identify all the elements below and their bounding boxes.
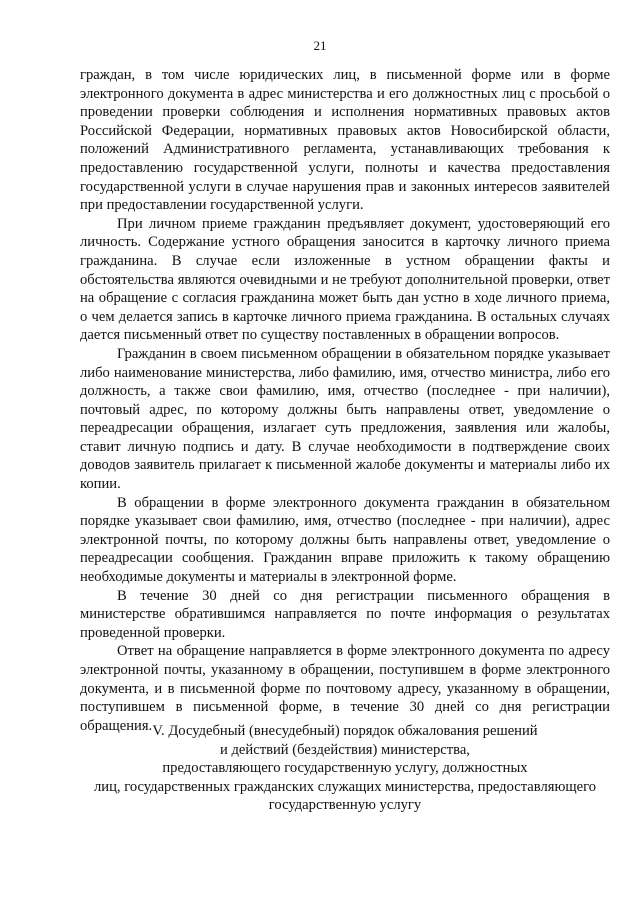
page-number: 21: [313, 38, 327, 53]
paragraph-response-delivery: Ответ на обращение направляется в форме электронного документа по адресу электронной почты, указанному в обращении, поступившем в форме электронного документа, и в письменной форме по почтовому адресу, указанному в обращении, поступившем в письменной форме, в течение 30 дней со дня регистрации обращения.: [80, 643, 610, 734]
body-text: [80, 66, 610, 735]
section-heading-line: V. Досудебный (внесудебный) порядок обжалования решений: [152, 723, 538, 739]
section-heading-line: лиц, государственных гражданских служащих министерства, предоставляющего: [94, 778, 596, 795]
section-heading: [80, 722, 610, 815]
paragraph-continuation: граждан, в том числе юридических лиц, в письменной форме или в форме электронного документа в адрес министерства и его должностных лиц с просьбой о проведении проверки соблюдения и исполнения нормативных правовых актов Российской Федерации, нормативных правовых актов Новосибирской области, положений Административного регламента, устанавливающих требования к предоставлению государственной услуги, полноты и качества предоставления государственной услуги в случае нарушения прав и законных интересов заявителей при предоставлении государственной услуги.: [80, 67, 610, 214]
section-heading-line: и действий (бездействия) министерства,: [220, 741, 470, 758]
paragraph-electronic-appeal: В обращении в форме электронного документа гражданин в обязательном порядке указывает свои фамилию, имя, отчество (последнее - при наличии), адрес электронной почты, по которому должны быть направлены ответ, уведомление о переадресации сообщения. Гражданин вправе приложить к такому обращению необходимые документы и материалы в электронной форме.: [80, 494, 610, 586]
paragraph-written-appeal: Гражданин в своем письменном обращении в обязательном порядке указывает либо наименование министерства, либо фамилию, имя, отчество министра, либо его должность, а также свои фамилию, имя, отчество (последнее - при наличии), почтовый адрес, по которому должны быть направлены ответ, уведомление о переадресации обращения, излагает суть предложения, заявления или жалобы, ставит личную подпись и дату. В случае необходимости в подтверждение своих доводов заявитель прилагает к письменной жалобе документы и материалы либо их копии.: [80, 345, 610, 493]
paragraph-30-days-info: В течение 30 дней со дня регистрации письменного обращения в министерстве обратившимся направляется по почте информация о результатах проведенной проверки.: [80, 587, 610, 641]
section-heading-line: государственную услугу: [268, 797, 422, 814]
section-heading-line: предоставляющего государственную услугу, должностных: [162, 760, 528, 777]
paragraph-personal-reception: При личном приеме гражданин предъявляет документ, удостоверяющий его личность. Содержание устного обращения заносится в карточку личного приема гражданина. В случае если изложенные в устном обращении факты и обстоятельства являются очевидными и не требуют дополнительной проверки, ответ на обращение с согласия гражданина может быть дан устно в ходе личного приема, о чем делается запись в карточке личного приема гражданина. В остальных случаях дается письменный ответ по существу поставленных в обращении вопросов.: [80, 215, 610, 344]
